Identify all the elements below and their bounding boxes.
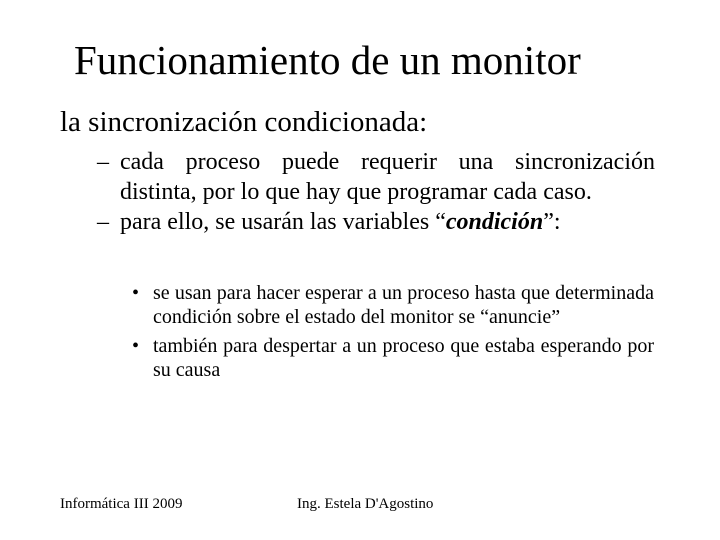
dot-bullet-marker: • bbox=[132, 335, 140, 357]
footer-author: Ing. Estela D'Agostino bbox=[297, 496, 434, 512]
dot-bullet-item bbox=[132, 334, 654, 382]
dash-bullet-item bbox=[97, 207, 655, 237]
slide-title: Funcionamiento de un monitor bbox=[74, 37, 581, 83]
dash-bullet-text-after: ”: bbox=[543, 209, 561, 235]
dot-bullet-list bbox=[132, 281, 654, 382]
dot-bullet-text: también para despertar a un proceso que estaba esperando por su causa bbox=[153, 335, 654, 381]
section-heading: la sincronización condicionada: bbox=[60, 106, 428, 138]
dash-bullet-text bbox=[120, 209, 561, 235]
dot-bullet-text: se usan para hacer esperar a un proceso hasta que determinada condición sobre el estado del monitor se “anuncie” bbox=[153, 282, 654, 328]
dot-bullet-item bbox=[132, 281, 654, 329]
dash-bullet-marker: – bbox=[97, 149, 109, 175]
emphasized-term: condición bbox=[445, 209, 544, 235]
dash-bullet-text: cada proceso puede requerir una sincronización distinta, por lo que hay que programar cada caso. bbox=[120, 149, 655, 205]
dash-bullet-text-before: para ello, se usarán las variables “ bbox=[120, 209, 446, 235]
footer-course: Informática III 2009 bbox=[60, 496, 183, 512]
dot-bullet-marker: • bbox=[132, 282, 140, 304]
dash-bullet-list bbox=[97, 147, 655, 237]
dash-bullet-item bbox=[97, 147, 655, 207]
dash-bullet-marker: – bbox=[97, 209, 109, 235]
